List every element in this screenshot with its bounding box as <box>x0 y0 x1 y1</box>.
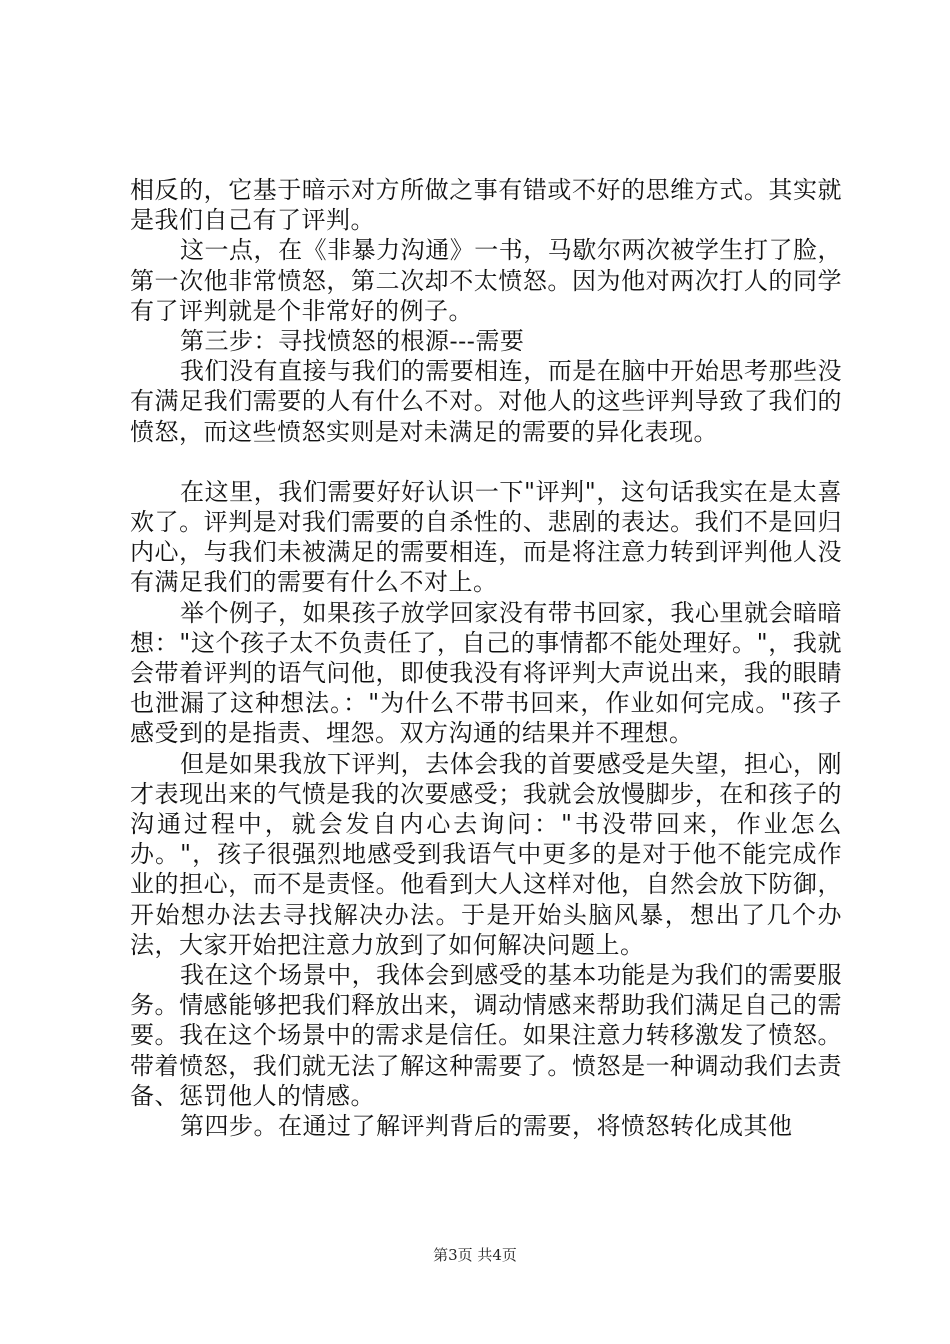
paragraph: 第四步。在通过了解评判背后的需要，将愤怒转化成其他 <box>180 1112 793 1141</box>
document-body <box>130 175 842 1141</box>
paragraph: 这一点，在《非暴力沟通》一书，马歇尔两次被学生打了脸，第一次他非常愤怒，第二次却不太愤怒。因为他对两次打人的同学有了评判就是个非常好的例子。 <box>130 236 842 325</box>
paragraph: 但是如果我放下评判，去体会我的首要感受是失望，担心，刚才表现出来的气愤是我的次要感受；我就会放慢脚步，在和孩子的沟通过程中，就会发自内心去询问："书没带回来，作业怎么办。"，孩子很强烈地感受到我语气中更多的是对于他不能完成作业的担心，而不是责怪。他看到大人这样对他，自然会放下防御，开始想办法去寻找解决办法。于是开始头脑风暴，想出了几个办法，大家开始把注意力放到了如何解决问题上。 <box>130 749 842 959</box>
paragraph: 第三步：寻找愤怒的根源---需要 <box>180 327 525 356</box>
page-footer <box>0 1244 950 1265</box>
paragraph: 我在这个场景中，我体会到感受的基本功能是为我们的需要服务。情感能够把我们释放出来，调动情感来帮助我们满足自己的需要。我在这个场景中的需求是信任。如果注意力转移激发了愤怒。带着愤怒，我们就无法了解这种需要了。愤怒是一种调动我们去责备、惩罚他人的情感。 <box>130 961 842 1110</box>
paragraph: 相反的，它基于暗示对方所做之事有错或不好的思维方式。其实就是我们自己有了评判。 <box>130 176 842 235</box>
paragraph: 举个例子，如果孩子放学回家没有带书回家，我心里就会暗暗想："这个孩子太不负责任了，自己的事情都不能处理好。"，我就会带着评判的语气问他，即使我没有将评判大声说出来，我的眼睛也泄漏了这种想法。："为什么不带书回来，作业如何完成。"孩子感受到的是指责、埋怨。双方沟通的结果并不理想。 <box>130 598 842 748</box>
paragraph: 在这里，我们需要好好认识一下"评判"，这句话我实在是太喜欢了。评判是对我们需要的自杀性的、悲剧的表达。我们不是回归内心，与我们未被满足的需要相连，而是将注意力转到评判他人没有满足我们的需要有什么不对上。 <box>130 477 842 597</box>
page-number-label: 第3页 共4页 <box>433 1246 517 1264</box>
paragraph: 我们没有直接与我们的需要相连，而是在脑中开始思考那些没有满足我们需要的人有什么不对。对他人的这些评判导致了我们的愤怒，而这些愤怒实则是对未满足的需要的异化表现。 <box>130 357 842 446</box>
